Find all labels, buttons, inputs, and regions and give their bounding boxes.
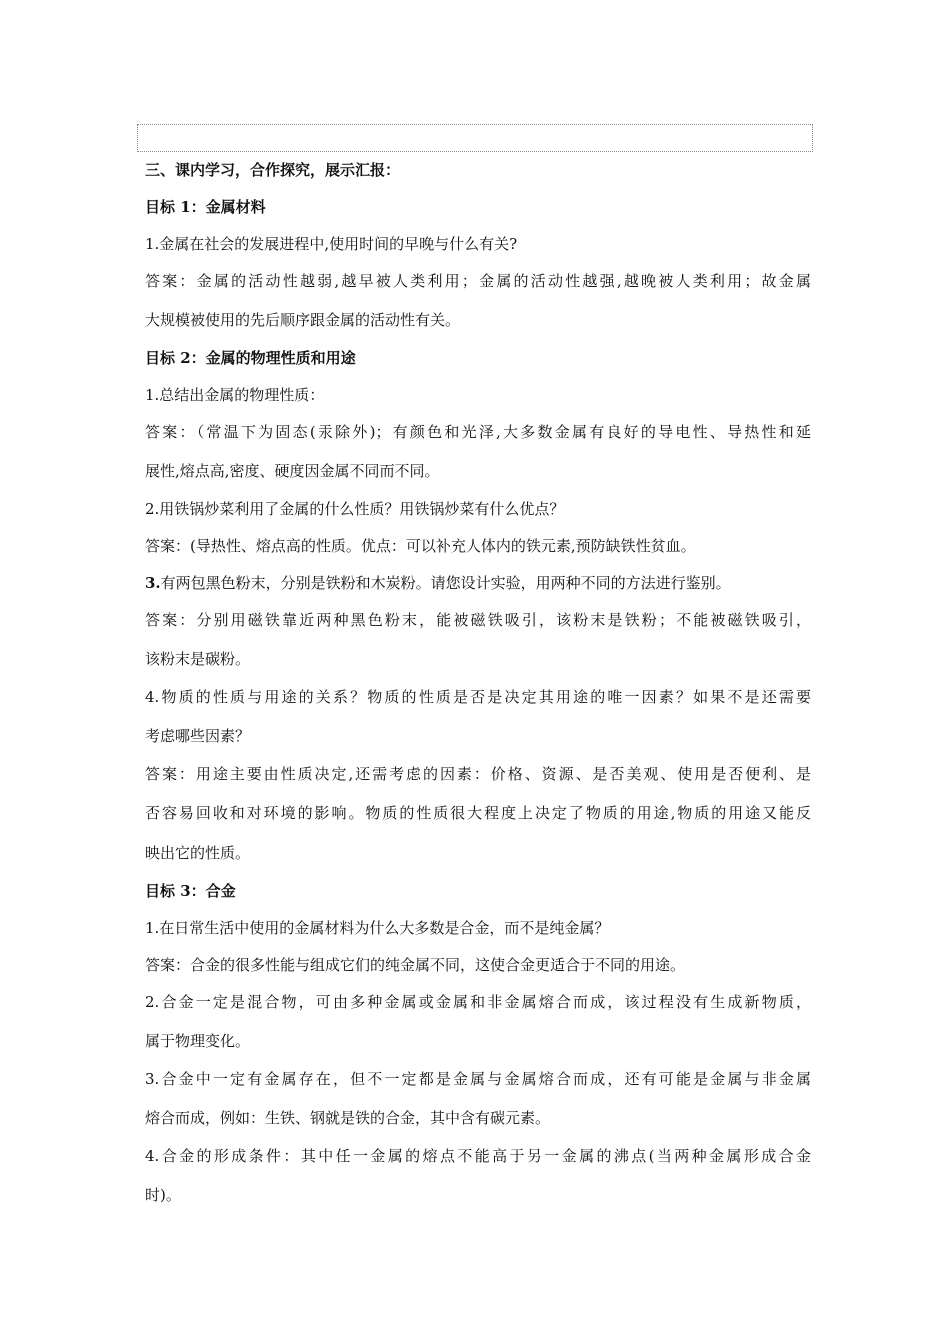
section-heading: 三、课内学习，合作探究，展示汇报： — [145, 161, 401, 179]
goal-3-point-2-line-1: 2.合金一定是混合物，可由多种金属或金属和非金属熔合而成，该过程没有生成新物质， — [145, 993, 811, 1011]
goal-1-answer-1-line-2: 大规模被使用的先后顺序跟金属的活动性有关。 — [145, 311, 461, 329]
empty-text-box — [137, 124, 813, 152]
goal-1-title: 目标 1：金属材料 — [145, 198, 266, 216]
goal-3-point-3-line-1: 3.合金中一定有金属存在，但不一定都是金属与金属熔合而成，还有可能是金属与非金属 — [145, 1070, 811, 1088]
goal-2-answer-3-line-2: 该粉末是碳粉。 — [145, 650, 251, 668]
goal-2-answer-4-line-1: 答案：用途主要由性质决定,还需考虑的因素：价格、资源、是否美观、使用是否便利、是 — [145, 765, 811, 783]
question-3-text: 有两包黑色粉末，分别是铁粉和木炭粉。请您设计实验，用两种不同的方法进行鉴别。 — [160, 574, 731, 592]
goal-3-point-4-line-1: 4.合金的形成条件：其中任一金属的熔点不能高于另一金属的沸点(当两种金属形成合金 — [145, 1147, 811, 1165]
goal-1-answer-1-line-1: 答案：金属的活动性越弱,越早被人类利用；金属的活动性越强,越晚被人类利用；故金属 — [145, 272, 811, 290]
goal-2-answer-4-line-3: 映出它的性质。 — [145, 844, 251, 862]
goal-2-question-3 — [145, 565, 811, 602]
goal-2-answer-3-line-1: 答案：分别用磁铁靠近两种黑色粉末，能被磁铁吸引，该粉末是铁粉；不能被磁铁吸引， — [145, 611, 811, 629]
goal-2-question-1: 1.总结出金属的物理性质： — [145, 386, 325, 404]
goal-3-title: 目标 3：合金 — [145, 882, 236, 900]
goal-2-question-2: 2.用铁锅炒菜利用了金属的什么性质？用铁锅炒菜有什么优点？ — [145, 500, 565, 518]
goal-3-point-2-line-2: 属于物理变化。 — [145, 1032, 251, 1050]
goal-3-point-3-line-2: 熔合而成，例如：生铁、钢就是铁的合金，其中含有碳元素。 — [145, 1109, 551, 1127]
goal-2-answer-4-line-2: 否容易回收和对环境的影响。物质的性质很大程度上决定了物质的用途,物质的用途又能反 — [145, 804, 811, 822]
goal-3-question-1: 1.在日常生活中使用的金属材料为什么大多数是合金，而不是纯金属？ — [145, 919, 610, 937]
document-body — [145, 152, 811, 1215]
question-3-number: 3. — [145, 574, 161, 592]
goal-3-answer-1: 答案：合金的很多性能与组成它们的纯金属不同，这使合金更适合于不同的用途。 — [145, 956, 686, 974]
goal-2-answer-1-line-1: 答案：（常温下为固态(汞除外)；有颜色和光泽,大多数金属有良好的导电性、导热性和延 — [145, 423, 811, 441]
goal-1-question-1: 1.金属在社会的发展进程中,使用时间的早晚与什么有关? — [145, 235, 518, 253]
goal-2-question-4-line-2: 考虑哪些因素？ — [145, 727, 251, 745]
goal-2-answer-2: 答案：(导热性、熔点高的性质。优点：可以补充人体内的铁元素,预防缺铁性贫血。 — [145, 537, 696, 555]
goal-2-question-4-line-1: 4.物质的性质与用途的关系？物质的性质是否是决定其用途的唯一因素？如果不是还需要 — [145, 688, 811, 706]
goal-2-answer-1-line-2: 展性,熔点高,密度、硬度因金属不同而不同。 — [145, 462, 440, 480]
goal-3-point-4-line-2: 时)。 — [145, 1186, 181, 1204]
goal-2-title: 目标 2：金属的物理性质和用途 — [145, 349, 356, 367]
